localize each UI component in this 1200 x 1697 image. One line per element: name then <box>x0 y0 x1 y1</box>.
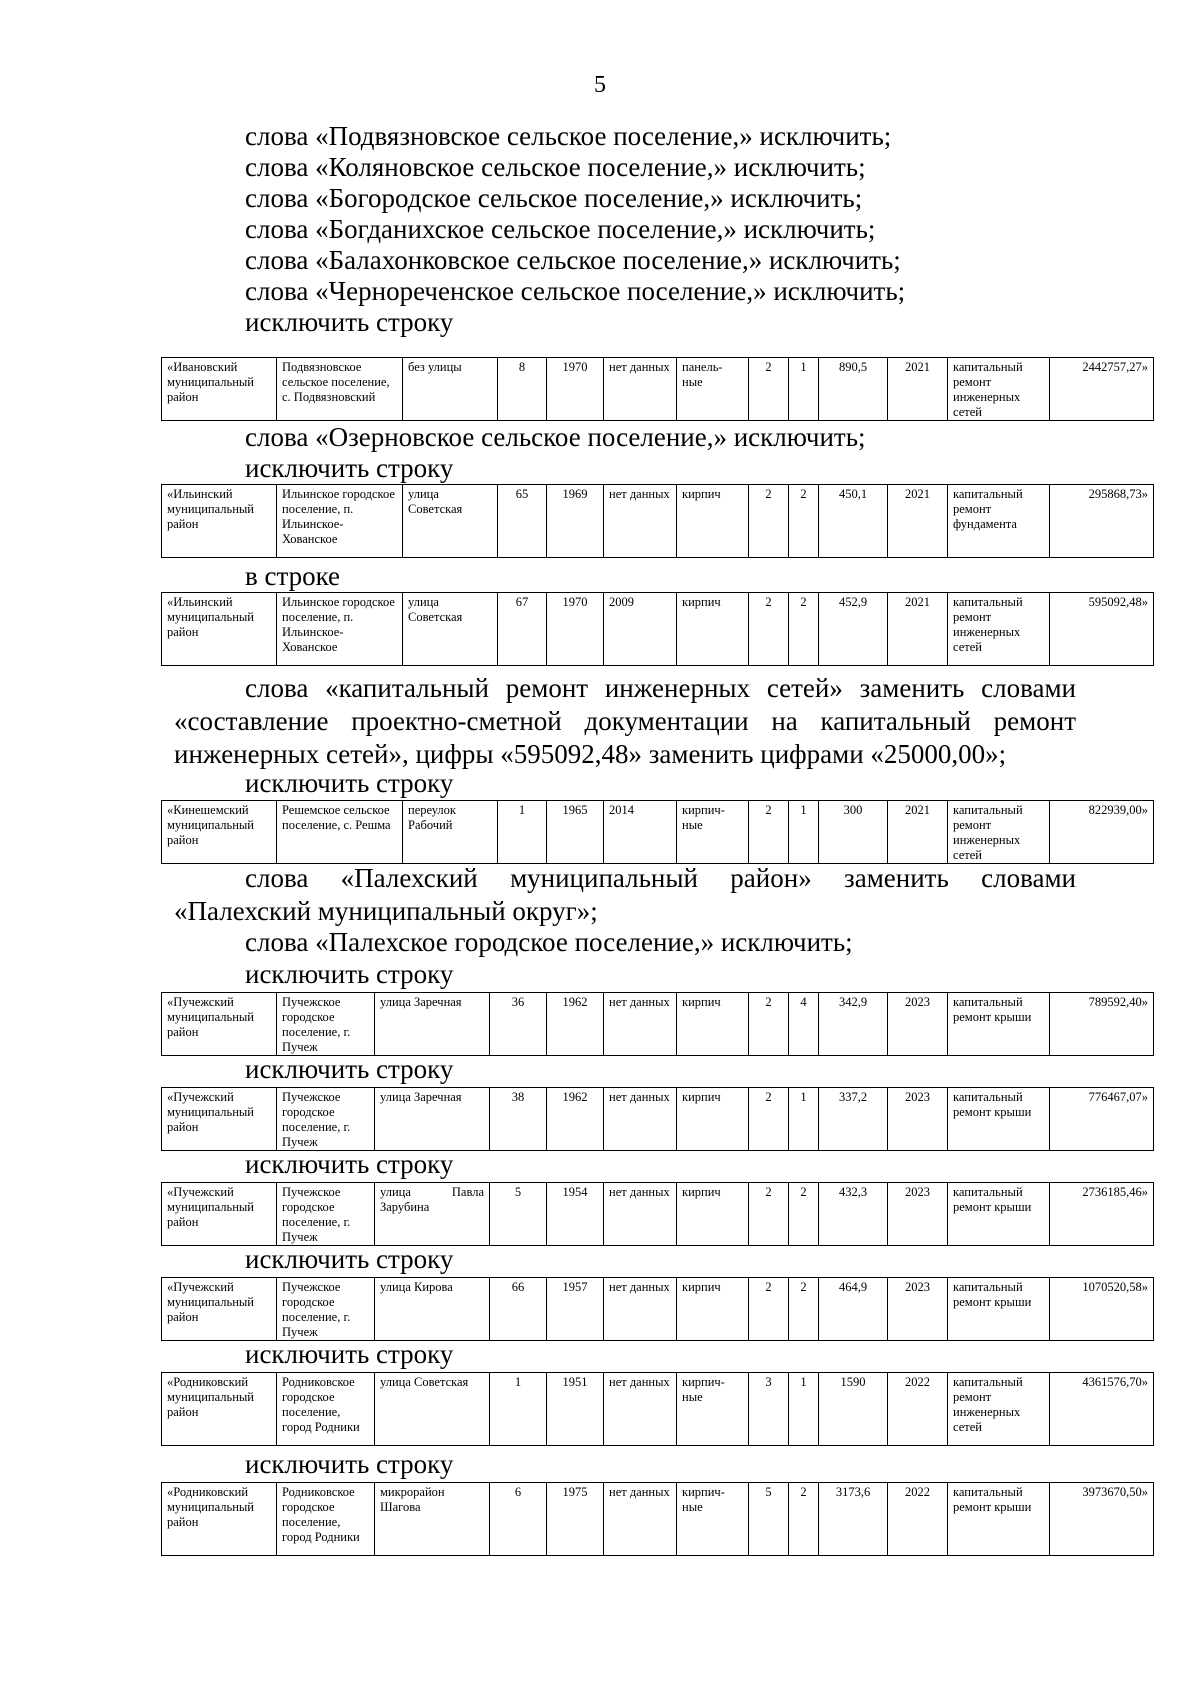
cell-street: переулок Рабочий <box>403 801 498 864</box>
cell-area: 432,3 <box>819 1183 888 1246</box>
cell-district: «Кинешемский муниципальный район <box>162 801 277 864</box>
cell-year: 2023 <box>888 1088 948 1151</box>
cell-material: кирпич-ные <box>677 801 749 864</box>
cell-last-repair: нет данных <box>604 1183 677 1246</box>
cell-area: 300 <box>819 801 888 864</box>
cell-district: «Родниковский муниципальный район <box>162 1483 277 1556</box>
cell-house: 8 <box>498 358 547 421</box>
cell-area: 337,2 <box>819 1088 888 1151</box>
cell-year-built: 1965 <box>547 801 604 864</box>
cell-year: 2021 <box>888 801 948 864</box>
paragraph-line: инженерных сетей», цифры «595092,48» заменить цифрами «25000,00»; <box>174 739 1007 769</box>
cell-cost: 2736185,46» <box>1050 1183 1154 1246</box>
cell-last-repair: нет данных <box>604 1373 677 1446</box>
cell-material: кирпич <box>677 485 749 558</box>
cell-year-built: 1957 <box>547 1278 604 1341</box>
cell-cost: 295868,73» <box>1050 485 1154 558</box>
page-number: 5 <box>594 72 606 98</box>
cell-year: 2022 <box>888 1373 948 1446</box>
exclude-row-label: исключить строку <box>245 1339 454 1369</box>
cell-material: кирпич-ные <box>677 1483 749 1556</box>
cell-last-repair: нет данных <box>604 1088 677 1151</box>
cell-house: 36 <box>490 993 547 1056</box>
text-line: слова «Богданихское сельское поселение,» исключить; <box>245 214 876 244</box>
cell-work: капитальный ремонт инженерных сетей <box>948 593 1050 666</box>
cell-last-repair: нет данных <box>604 1483 677 1556</box>
cell-material: кирпич <box>677 1183 749 1246</box>
cell-entrances: 2 <box>789 1278 819 1341</box>
cell-year-built: 1975 <box>547 1483 604 1556</box>
exclude-row-label: исключить строку <box>245 1054 454 1084</box>
cell-area: 342,9 <box>819 993 888 1056</box>
text-line: слова «Чернореченское сельское поселение,» исключить; <box>245 276 906 306</box>
paragraph-line: «составление проектно-сметной документации на капитальный ремонт <box>174 706 1076 736</box>
cell-year: 2023 <box>888 1183 948 1246</box>
cell-district: «Ильинский муниципальный район <box>162 485 277 558</box>
cell-year-built: 1962 <box>547 993 604 1056</box>
cell-last-repair: нет данных <box>604 358 677 421</box>
cell-work: капитальный ремонт крыши <box>948 1183 1050 1246</box>
cell-house: 65 <box>498 485 547 558</box>
cell-area: 450,1 <box>819 485 888 558</box>
cell-street: улица Советская <box>375 1373 490 1446</box>
cell-cost: 3973670,50» <box>1050 1483 1154 1556</box>
text-line: слова «Озерновское сельское поселение,» исключить; <box>245 422 866 452</box>
cell-floors: 3 <box>749 1373 789 1446</box>
cell-settlement: Решемское сельское поселение, с. Решма <box>277 801 403 864</box>
cell-entrances: 4 <box>789 993 819 1056</box>
cell-settlement: Родниковское городское поселение, город Родники <box>277 1483 375 1556</box>
cell-cost: 789592,40» <box>1050 993 1154 1056</box>
cell-year: 2021 <box>888 358 948 421</box>
table-row <box>161 992 1154 1056</box>
text-line: слова «Коляновское сельское поселение,» исключить; <box>245 152 866 182</box>
cell-entrances: 1 <box>789 1373 819 1446</box>
cell-year-built: 1970 <box>547 358 604 421</box>
cell-floors: 2 <box>749 993 789 1056</box>
cell-last-repair: нет данных <box>604 485 677 558</box>
exclude-row-label: исключить строку <box>245 768 454 798</box>
cell-cost: 2442757,27» <box>1050 358 1154 421</box>
cell-cost: 1070520,58» <box>1050 1278 1154 1341</box>
table-row <box>161 1372 1154 1446</box>
cell-cost: 822939,00» <box>1050 801 1154 864</box>
cell-district: «Пучежский муниципальный район <box>162 1278 277 1341</box>
cell-district: «Пучежский муниципальный район <box>162 1183 277 1246</box>
cell-area: 452,9 <box>819 593 888 666</box>
exclude-row-label: исключить строку <box>245 307 454 337</box>
cell-street: микрорайон Шагова <box>375 1483 490 1556</box>
cell-last-repair: 2014 <box>604 801 677 864</box>
cell-entrances: 2 <box>789 485 819 558</box>
cell-year: 2021 <box>888 485 948 558</box>
text-line: слова «Богородское сельское поселение,» исключить; <box>245 183 863 213</box>
cell-year: 2021 <box>888 593 948 666</box>
cell-work: капитальный ремонт крыши <box>948 1278 1050 1341</box>
cell-floors: 2 <box>749 1183 789 1246</box>
cell-year: 2023 <box>888 1278 948 1341</box>
replacement-paragraph <box>174 672 1076 771</box>
cell-settlement: Пучежское городское поселение, г. Пучеж <box>277 1278 375 1341</box>
cell-last-repair: 2009 <box>604 593 677 666</box>
cell-district: «Ильинский муниципальный район <box>162 593 277 666</box>
cell-floors: 5 <box>749 1483 789 1556</box>
cell-year-built: 1962 <box>547 1088 604 1151</box>
cell-street: улица Советская <box>403 593 498 666</box>
cell-entrances: 2 <box>789 1183 819 1246</box>
cell-material: кирпич <box>677 593 749 666</box>
cell-floors: 2 <box>749 485 789 558</box>
cell-area: 3173,6 <box>819 1483 888 1556</box>
cell-settlement: Ильинское городское поселение, п. Ильинское-Хованское <box>277 485 403 558</box>
cell-settlement: Пучежское городское поселение, г. Пучеж <box>277 1183 375 1246</box>
exclude-row-label: исключить строку <box>245 1149 454 1179</box>
cell-floors: 2 <box>749 593 789 666</box>
cell-year: 2023 <box>888 993 948 1056</box>
cell-year: 2022 <box>888 1483 948 1556</box>
cell-material: кирпич <box>677 1088 749 1151</box>
cell-house: 66 <box>490 1278 547 1341</box>
table-row <box>161 484 1154 558</box>
cell-material: кирпич <box>677 1278 749 1341</box>
table-row <box>161 592 1154 666</box>
cell-floors: 2 <box>749 801 789 864</box>
cell-year-built: 1969 <box>547 485 604 558</box>
cell-work: капитальный ремонт крыши <box>948 1088 1050 1151</box>
cell-last-repair: нет данных <box>604 993 677 1056</box>
cell-cost: 776467,07» <box>1050 1088 1154 1151</box>
cell-floors: 2 <box>749 1088 789 1151</box>
cell-house: 38 <box>490 1088 547 1151</box>
cell-area: 890,5 <box>819 358 888 421</box>
cell-cost: 595092,48» <box>1050 593 1154 666</box>
exclude-row-label: исключить строку <box>245 1449 454 1479</box>
cell-entrances: 1 <box>789 358 819 421</box>
cell-house: 67 <box>498 593 547 666</box>
text-line: слова «Подвязновское сельское поселение,» исключить; <box>245 121 892 151</box>
cell-entrances: 2 <box>789 593 819 666</box>
cell-year-built: 1954 <box>547 1183 604 1246</box>
cell-work: капитальный ремонт инженерных сетей <box>948 801 1050 864</box>
cell-floors: 2 <box>749 1278 789 1341</box>
cell-settlement: Ильинское городское поселение, п. Ильинское-Хованское <box>277 593 403 666</box>
table-row <box>161 1482 1154 1556</box>
cell-work: капитальный ремонт фундамента <box>948 485 1050 558</box>
palekh-paragraph <box>174 862 1076 928</box>
cell-last-repair: нет данных <box>604 1278 677 1341</box>
text-line: слова «Балахонковское сельское поселение,» исключить; <box>245 245 901 275</box>
cell-settlement: Пучежское городское поселение, г. Пучеж <box>277 993 375 1056</box>
paragraph-line: «Палехский муниципальный округ»; <box>174 896 598 926</box>
cell-house: 6 <box>490 1483 547 1556</box>
table-row <box>161 1277 1154 1341</box>
cell-street: улица Кирова <box>375 1278 490 1341</box>
cell-district: «Пучежский муниципальный район <box>162 1088 277 1151</box>
cell-work: капитальный ремонт инженерных сетей <box>948 358 1050 421</box>
cell-year-built: 1951 <box>547 1373 604 1446</box>
cell-area: 464,9 <box>819 1278 888 1341</box>
exclude-row-label: исключить строку <box>245 453 454 483</box>
cell-material: панель-ные <box>677 358 749 421</box>
exclude-row-label: исключить строку <box>245 1244 454 1274</box>
table-row <box>161 357 1154 421</box>
cell-street: без улицы <box>403 358 498 421</box>
table-row <box>161 800 1154 864</box>
paragraph-line: слова «капитальный ремонт инженерных сетей» заменить словами <box>245 673 1076 703</box>
cell-work: капитальный ремонт крыши <box>948 993 1050 1056</box>
exclude-row-label: исключить строку <box>245 959 454 989</box>
cell-work: капитальный ремонт инженерных сетей <box>948 1373 1050 1446</box>
cell-material: кирпич-ные <box>677 1373 749 1446</box>
cell-entrances: 1 <box>789 1088 819 1151</box>
cell-area: 1590 <box>819 1373 888 1446</box>
cell-house: 1 <box>490 1373 547 1446</box>
cell-street: улица Советская <box>403 485 498 558</box>
in-row-label: в строке <box>245 561 341 591</box>
cell-district: «Пучежский муниципальный район <box>162 993 277 1056</box>
cell-entrances: 2 <box>789 1483 819 1556</box>
cell-settlement: Пучежское городское поселение, г. Пучеж <box>277 1088 375 1151</box>
table-row <box>161 1182 1154 1246</box>
cell-house: 1 <box>498 801 547 864</box>
cell-house: 5 <box>490 1183 547 1246</box>
cell-street: улица Павла Зарубина <box>375 1183 490 1246</box>
cell-floors: 2 <box>749 358 789 421</box>
cell-district: «Ивановский муниципальный район <box>162 358 277 421</box>
cell-cost: 4361576,70» <box>1050 1373 1154 1446</box>
cell-district: «Родниковский муниципальный район <box>162 1373 277 1446</box>
cell-settlement: Подвязновское сельское поселение, с. Подвязновский <box>277 358 403 421</box>
cell-material: кирпич <box>677 993 749 1056</box>
paragraph-line: слова «Палехский муниципальный район» заменить словами <box>245 863 1076 893</box>
cell-street: улица Заречная <box>375 1088 490 1151</box>
cell-entrances: 1 <box>789 801 819 864</box>
cell-street: улица Заречная <box>375 993 490 1056</box>
cell-settlement: Родниковское городское поселение, город Родники <box>277 1373 375 1446</box>
table-row <box>161 1087 1154 1151</box>
cell-year-built: 1970 <box>547 593 604 666</box>
text-line: слова «Палехское городское поселение,» исключить; <box>245 927 853 957</box>
cell-work: капитальный ремонт крыши <box>948 1483 1050 1556</box>
